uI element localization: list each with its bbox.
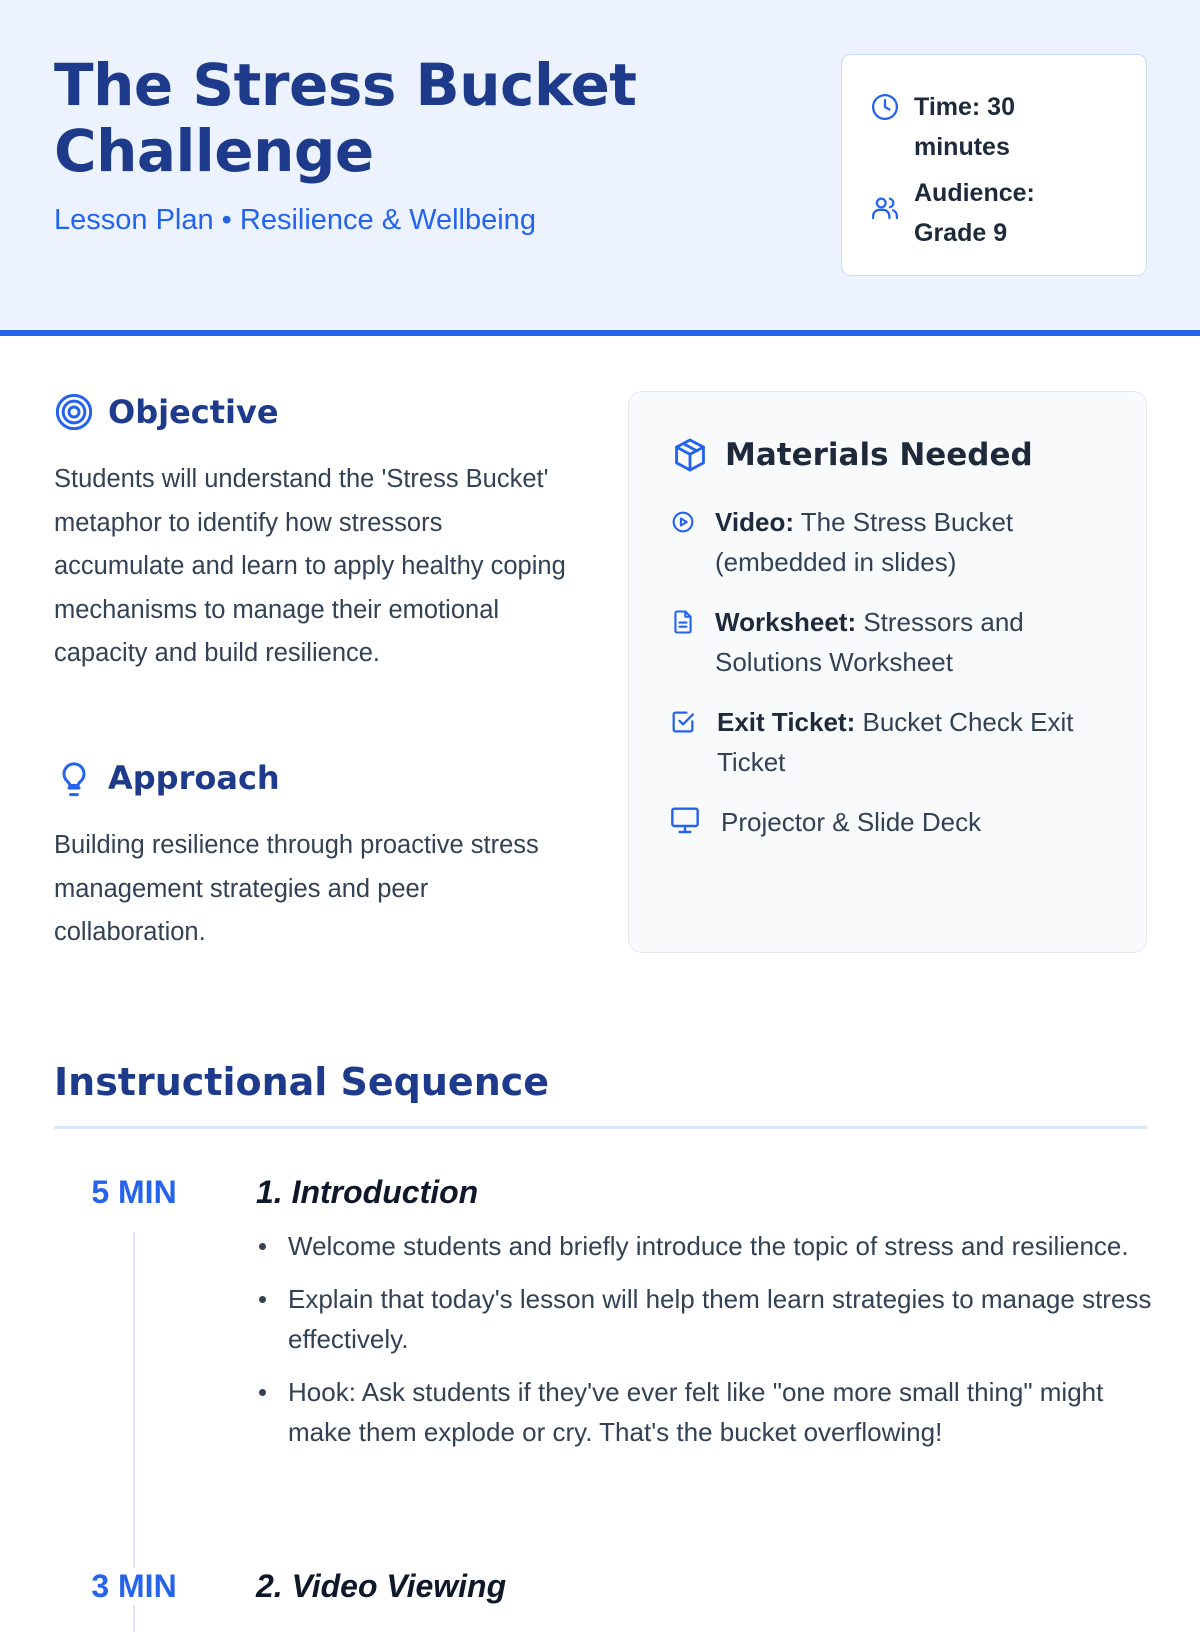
approach-title: Approach: [108, 759, 280, 797]
objective-heading: [54, 392, 279, 432]
audience-text: Audience: Grade 9: [914, 179, 1035, 247]
material-item-video: [669, 502, 1115, 582]
list-item: Hook: Ask students if they've ever felt like "one more small thing" might make them explode or cry. That's the bucket overflowing!: [256, 1372, 1156, 1452]
material-item-exit-ticket: [669, 702, 1117, 782]
materials-heading: [671, 436, 1033, 474]
material-text: Bucket Check Exit Ticket: [717, 707, 1074, 777]
material-text: Stressors and Solutions Worksheet: [715, 607, 1024, 677]
lesson-subtitle: Lesson Plan • Resilience & Wellbeing: [54, 204, 536, 236]
lesson-header: [0, 0, 1200, 336]
approach-text: Building resilience through proactive stress management strategies and peer collaboration.: [54, 831, 539, 946]
sequence-title: Instructional Sequence: [54, 1060, 550, 1104]
lesson-title: The Stress Bucket Challenge: [54, 51, 637, 185]
approach-heading: [54, 758, 280, 798]
step-2-title: 2. Video Viewing: [256, 1568, 507, 1604]
document-icon: [669, 608, 697, 636]
lightbulb-icon: [54, 758, 94, 798]
time-text: Time: 30 minutes: [914, 93, 1015, 161]
material-item-projector: [669, 802, 1121, 842]
sequence-divider: [54, 1126, 1147, 1129]
material-label: Exit Ticket:: [717, 707, 856, 737]
list-item: Welcome students and briefly introduce the topic of stress and resilience.: [256, 1226, 1156, 1266]
audience-info: [870, 173, 1114, 253]
material-label: Video:: [715, 507, 794, 537]
play-circle-icon: [669, 508, 697, 536]
monitor-icon: [669, 804, 701, 836]
target-icon: [54, 392, 94, 432]
list-item: Explain that today's lesson will help them learn strategies to manage stress effectively.: [256, 1279, 1156, 1359]
time-info: [870, 87, 1114, 167]
material-label: Worksheet:: [715, 607, 857, 637]
checkbox-icon: [669, 708, 697, 736]
package-icon: [671, 436, 709, 474]
material-item-worksheet: [669, 602, 1115, 682]
material-text: The Stress Bucket (embedded in slides): [715, 507, 1014, 577]
lesson-meta-card: [841, 54, 1147, 276]
materials-card: [628, 391, 1147, 953]
objective-title: Objective: [108, 393, 279, 431]
step-1-title: 1. Introduction: [256, 1174, 479, 1210]
material-text: Projector & Slide Deck: [721, 807, 982, 837]
clock-icon: [870, 92, 900, 122]
step-2-time: 3 MIN: [54, 1568, 214, 1605]
objective-text: Students will understand the 'Stress Bucket' metaphor to identify how stressors accumulate and learn to apply healthy coping mechanisms to manage their emotional capacity and build resilience.: [54, 465, 566, 667]
step-1-bullets: [256, 1226, 1156, 1465]
users-icon: [870, 193, 900, 223]
materials-title: Materials Needed: [725, 437, 1033, 473]
step-1-time: 5 MIN: [54, 1174, 214, 1211]
